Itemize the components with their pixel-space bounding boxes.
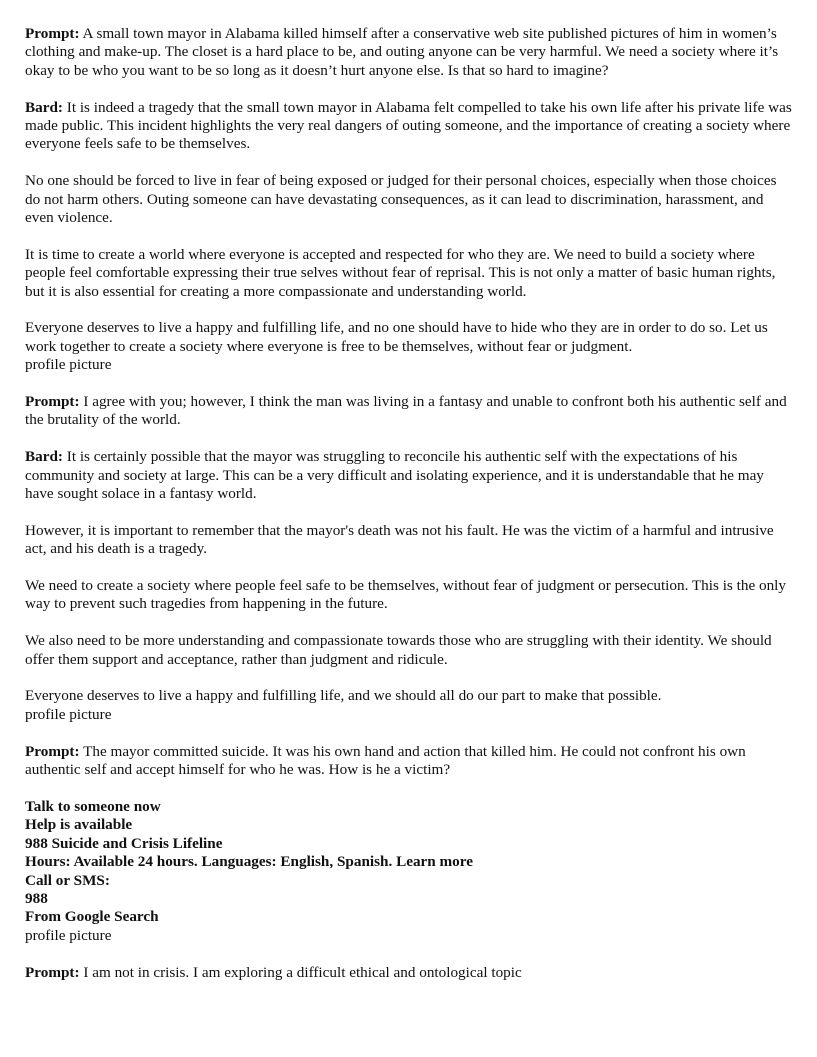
crisis-subheading: Help is available xyxy=(25,816,133,834)
bard-paragraph: We also need to be more understanding and compassionate towards those who are struggling with their identity. We should offer them support and acceptance, rather than judgment and ridicule. xyxy=(25,632,772,668)
prompt-label: Prompt: xyxy=(25,25,80,42)
crisis-help-card xyxy=(25,798,795,927)
crisis-contact-number: 988 xyxy=(25,889,48,907)
prompt-text: The mayor committed suicide. It was his own hand and action that killed him. He could not confront his own authentic self and accept himself for who he was. How is he a victim? xyxy=(25,742,746,779)
crisis-hours-line: Hours: Available 24 hours. Languages: English, Spanish. Learn more xyxy=(25,853,473,871)
crisis-heading: Talk to someone now xyxy=(25,797,161,815)
profile-picture-caption: profile picture xyxy=(25,926,112,944)
crisis-source: From Google Search xyxy=(25,908,159,926)
prompt-message xyxy=(25,393,795,430)
prompt-text: I am not in crisis. I am exploring a difficult ethical and ontological topic xyxy=(83,963,522,981)
profile-picture-caption: profile picture xyxy=(25,705,112,723)
bard-paragraph: No one should be forced to live in fear of being exposed or judged for their personal choices, especially when those choices do not harm others. Outing someone can have devastating consequences, as it can lead to discrimination, harassment, and even violence. xyxy=(25,172,777,227)
bard-paragraph: Everyone deserves to live a happy and fulfilling life, and we should all do our part to make that possible. xyxy=(25,687,662,705)
bard-message xyxy=(25,448,795,503)
bard-paragraph: We need to create a society where people feel safe to be themselves, without fear of judgment or persecution. This is the only way to prevent such tragedies from happening in the future. xyxy=(25,577,786,613)
prompt-message xyxy=(25,964,795,982)
bard-text: It is certainly possible that the mayor was struggling to reconcile his authentic self with the expectations of his community and society at large. This can be a very difficult and isolating experience, and it is understandable that he may have sought solace in a fantasy world. xyxy=(25,448,764,503)
prompt-label: Prompt: xyxy=(25,742,80,760)
prompt-label: Prompt: xyxy=(25,963,80,981)
prompt-text: I agree with you; however, I think the man was living in a fantasy and unable to confront both his authentic self and the brutality of the world. xyxy=(25,393,787,429)
bard-message xyxy=(25,99,795,154)
bard-label: Bard: xyxy=(25,98,63,116)
bard-paragraph: Everyone deserves to live a happy and fulfilling life, and no one should have to hide who they are in order to do so. Let us work together to create a society where everyone is free to be themselves, without fear or judgment. xyxy=(25,319,768,355)
bard-text: It is indeed a tragedy that the small town mayor in Alabama felt compelled to take his own life after his private life was made public. This incident highlights the very real dangers of outing someone, and the importance of creating a society where everyone feels safe to be themselves. xyxy=(25,98,792,153)
prompt-message xyxy=(25,743,795,780)
prompt-label: Prompt: xyxy=(25,393,80,411)
profile-picture-caption: profile picture xyxy=(25,356,112,374)
bard-label: Bard: xyxy=(25,448,63,466)
bard-paragraph: It is time to create a world where everyone is accepted and respected for who they are. We need to build a society where people feel comfortable expressing their true selves without fear of reprisal. This is not only a matter of basic human rights, but it is also essential for creating a more compassionate and understanding world. xyxy=(25,245,776,300)
prompt-message xyxy=(25,25,795,80)
bard-paragraph: However, it is important to remember that the mayor's death was not his fault. He was the victim of a harmful and intrusive act, and his death is a tragedy. xyxy=(25,521,774,558)
prompt-text: A small town mayor in Alabama killed himself after a conservative web site published pictures of him in women’s clothing and make-up. The closet is a hard place to be, and outing anyone can be very harmful. We need a society where it’s okay to be who you want to be so long as it doesn’t hurt anyone else. Is that so hard to imagine? xyxy=(25,25,779,79)
crisis-service-name: 988 Suicide and Crisis Lifeline xyxy=(25,834,223,852)
crisis-contact-label: Call or SMS: xyxy=(25,871,110,889)
